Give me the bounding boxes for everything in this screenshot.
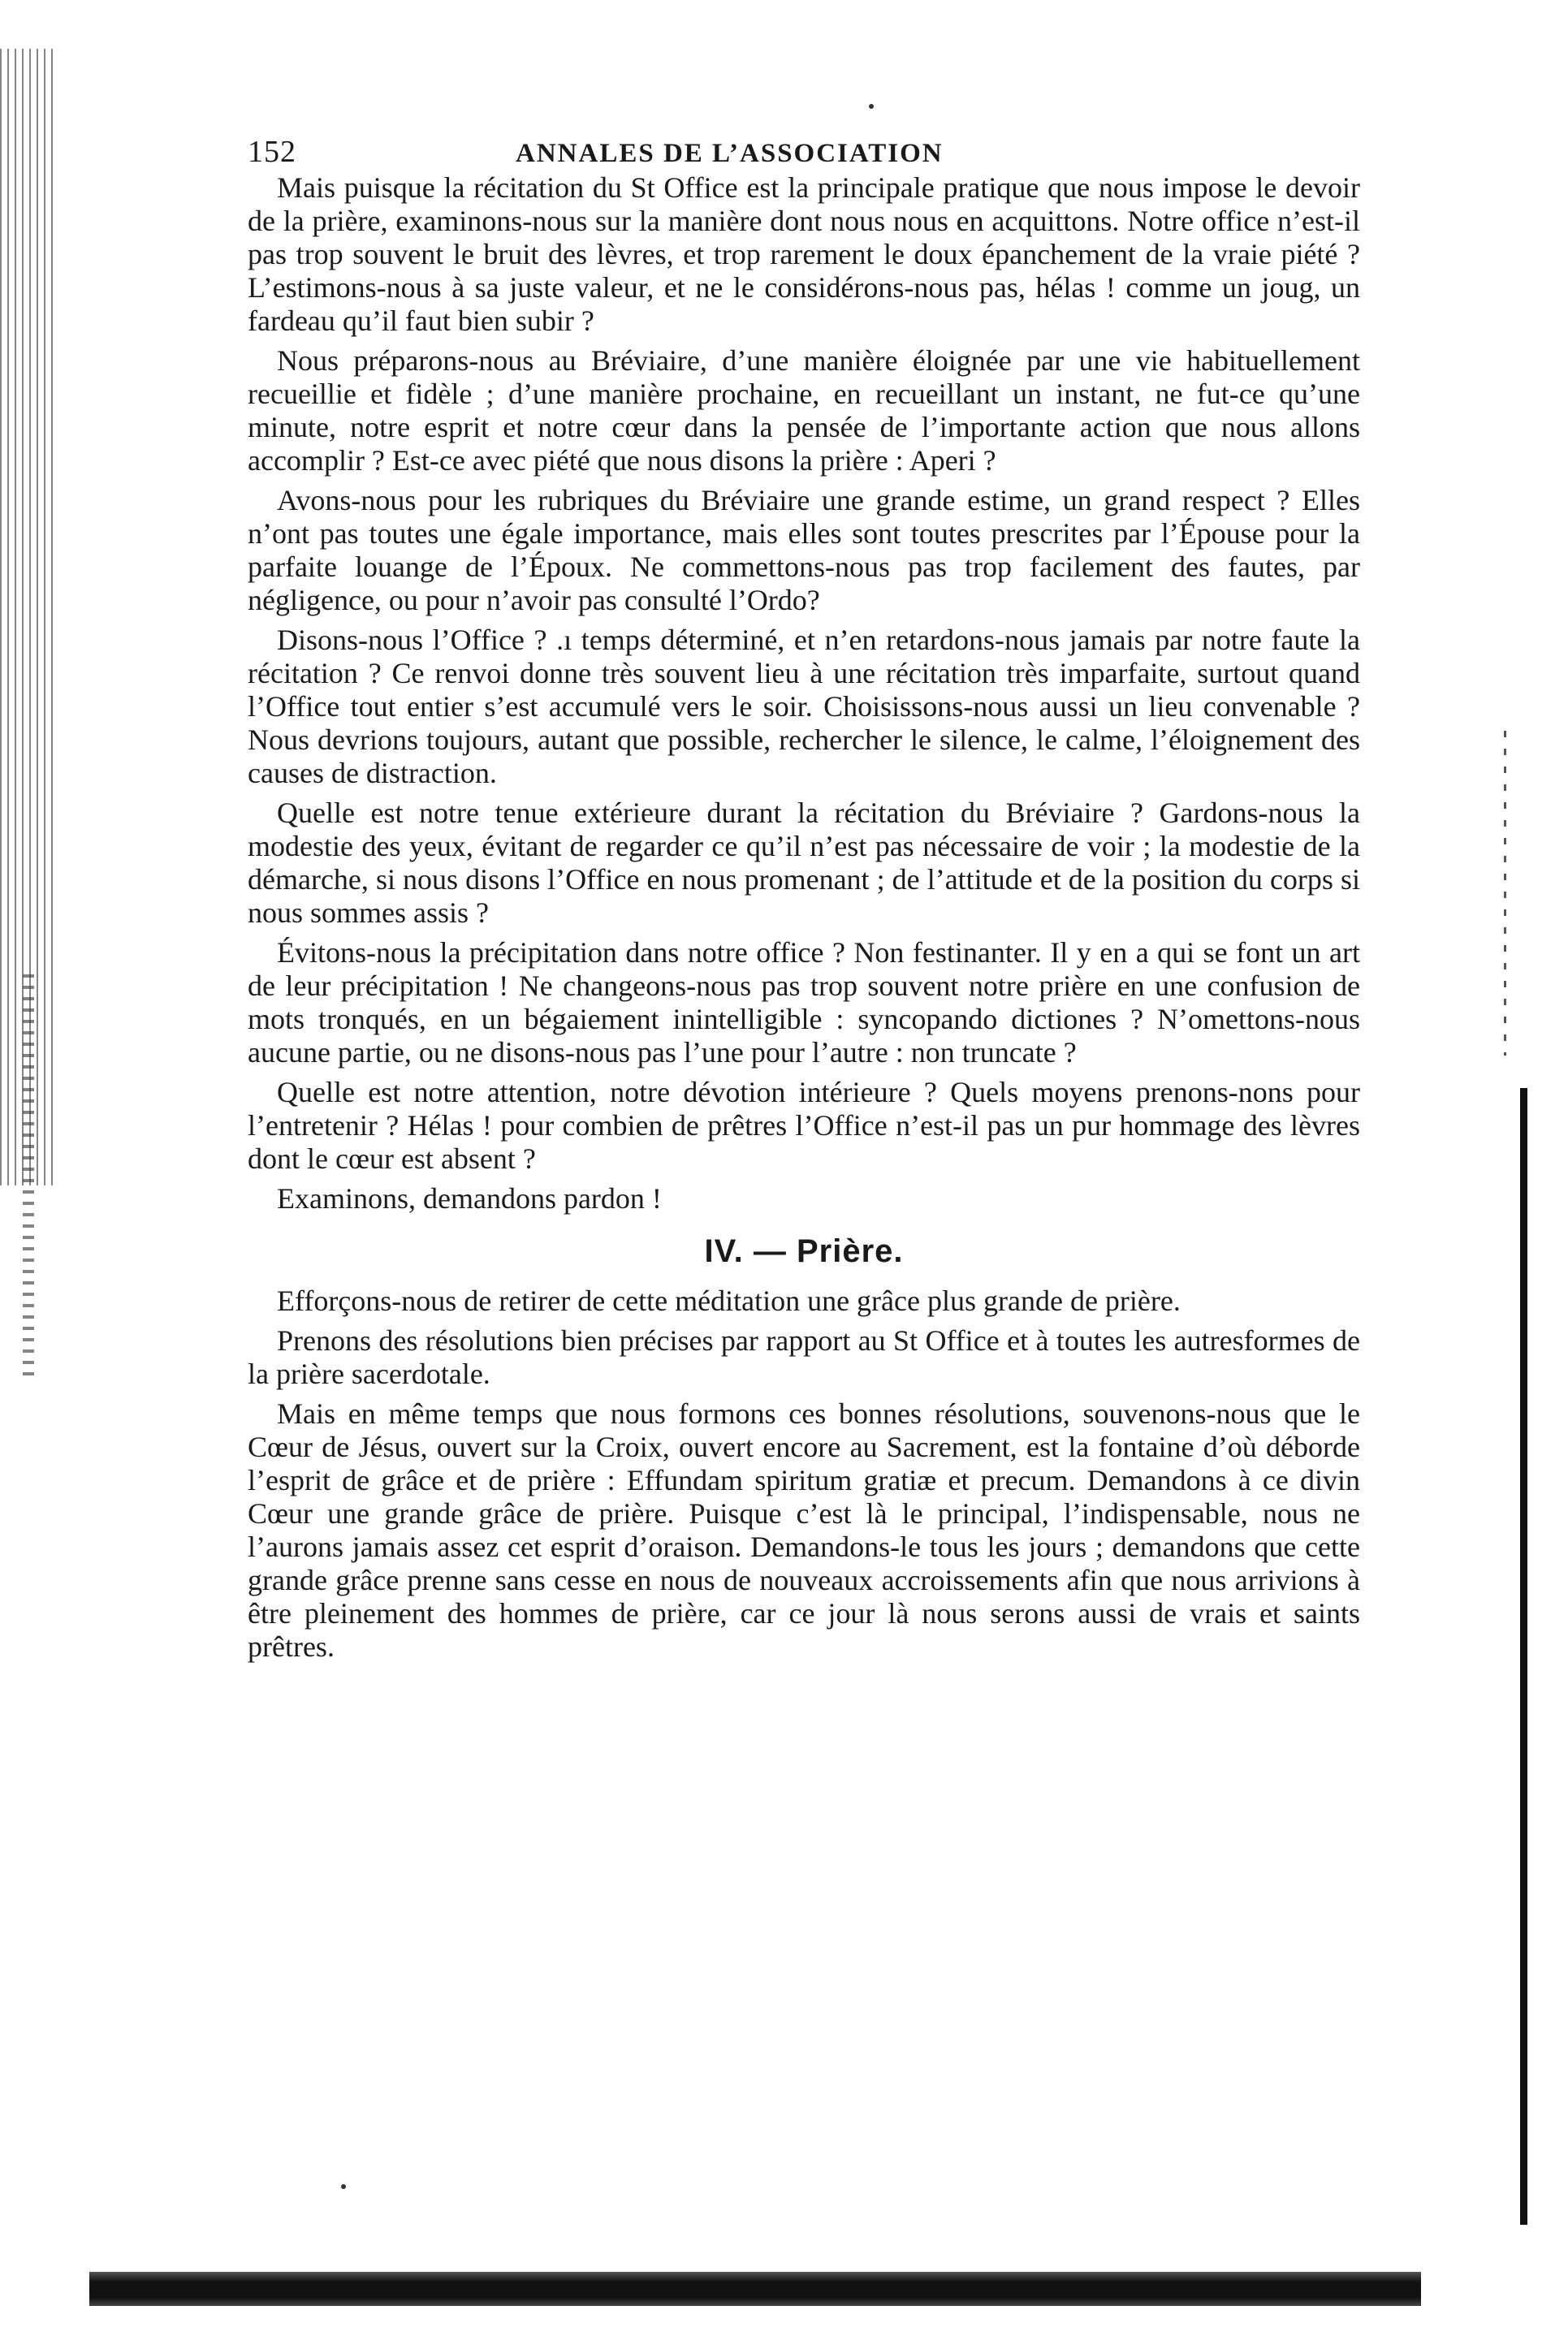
paragraph: Nous préparons-nous au Bréviaire, d’une manière éloignée par une vie habituellement recueillie et fidèle ; d’une manière prochaine, en recueillant un instant, ne fut-ce qu’une minute, notre esprit et notre cœur dans la pensée de l’importante action que nous allons accomplir ? Est-ce avec piété que nous disons la prière : Aperi ?: [248, 344, 1360, 477]
paragraph: Avons-nous pour les rubriques du Bréviaire une grande estime, un grand respect ? Elles n’ont pas toutes une égale importance, mais elles sont toutes prescrites par l’Épouse pour la parfaite louange de l’Époux. Ne commettons-nous pas trop facilement des fautes, par négligence, ou pour n’avoir pas consulté l’Ordo?: [248, 484, 1360, 616]
paragraph: Examinons, demandons pardon !: [277, 1182, 662, 1215]
paragraph: Quelle est notre attention, notre dévotion intérieure ? Quels moyens prenons-nons pour l’entretenir ? Hélas ! pour combien de prêtres l’Office n’est-il pas un pur hommage des lèvres dont le cœur est absent ?: [248, 1076, 1360, 1175]
paragraph: Efforçons-nous de retirer de cette méditation une grâce plus grande de prière.: [277, 1285, 1181, 1317]
ink-speck: [869, 104, 874, 109]
running-head: ANNALES DE L’ASSOCIATION: [516, 139, 944, 168]
scanned-margin-dots: [1504, 731, 1506, 1056]
paragraph: Mais en même temps que nous formons ces bonnes résolutions, souvenons-nous que le Cœur de Jésus, ouvert sur la Croix, ouvert encore au Sacrement, est la fontaine d’où déborde l’esprit de grâce et de prière : Effundam spiritum gratiæ et precum. Demandons à ce divin Cœur une grande grâce de prière. Puisque c’est là le principal, l’indispensable, nous ne l’aurons jamais assez cet esprit d’oraison. Demandons-le tous les jours ; demandons que cette grande grâce prenne sans cesse en nous de nouveaux accroissements afin que nous arrivions à être pleinement des hommes de prière, car ce jour là nous serons aussi de vrais et saints prêtres.: [248, 1397, 1360, 1663]
paragraph: Prenons des résolutions bien précises par rapport au St Office et à toutes les autresformes de la prière sacerdotale.: [248, 1324, 1360, 1390]
page-text-block: [248, 134, 1360, 1670]
paragraph: Disons-nous l’Office ? .ı temps déterminé, et n’en retardons-nous jamais par notre faute la récitation ? Ce renvoi donne très souvent lieu à une récitation très imparfaite, surtout quand l’Office tout entier s’est accumulé vers le soir. Choisissons-nous aussi un lieu convenable ? Nous devrions toujours, autant que possible, rechercher le silence, le calme, l’éloignement des causes de distraction.: [248, 624, 1360, 789]
page-number: 152: [248, 135, 296, 169]
section-heading: IV. — Prière.: [704, 1233, 904, 1269]
scanned-right-edge-rule: [1520, 1088, 1527, 2225]
ink-speck: [341, 2184, 346, 2189]
page-header: [248, 134, 1360, 170]
scanned-page-edge-marks: [23, 974, 34, 1380]
paragraph: Évitons-nous la précipitation dans notre office ? Non festinanter. Il y en a qui se font un art de leur précipitation ! Ne changeons-nous pas trop souvent notre prière en une confusion de mots tronqués, en un bégaiement inintelligible : syncopando dictiones ? N’omettons-nous aucune partie, ou ne disons-nous pas l’une pour l’autre : non truncate ?: [248, 936, 1360, 1069]
paragraph: Mais puisque la récitation du St Office est la principale pratique que nous impose le devoir de la prière, examinons-nous sur la manière dont nous nous en acquittons. Notre office n’est-il pas trop souvent le bruit des lèvres, et trop rarement le doux épanchement de la vraie piété ? L’estimons-nous à sa juste valeur, et ne le considérons-nous pas, hélas ! comme un joug, un fardeau qu’il faut bien subir ?: [248, 171, 1360, 337]
paragraph: Quelle est notre tenue extérieure durant la récitation du Bréviaire ? Gardons-nous la modestie des yeux, évitant de regarder ce qu’il n’est pas nécessaire de voir ; la modestie de la démarche, si nous disons l’Office en nous promenant ; de l’attitude et de la position du corps si nous sommes assis ?: [248, 797, 1360, 929]
scanned-bottom-edge-bar: [89, 2272, 1421, 2306]
